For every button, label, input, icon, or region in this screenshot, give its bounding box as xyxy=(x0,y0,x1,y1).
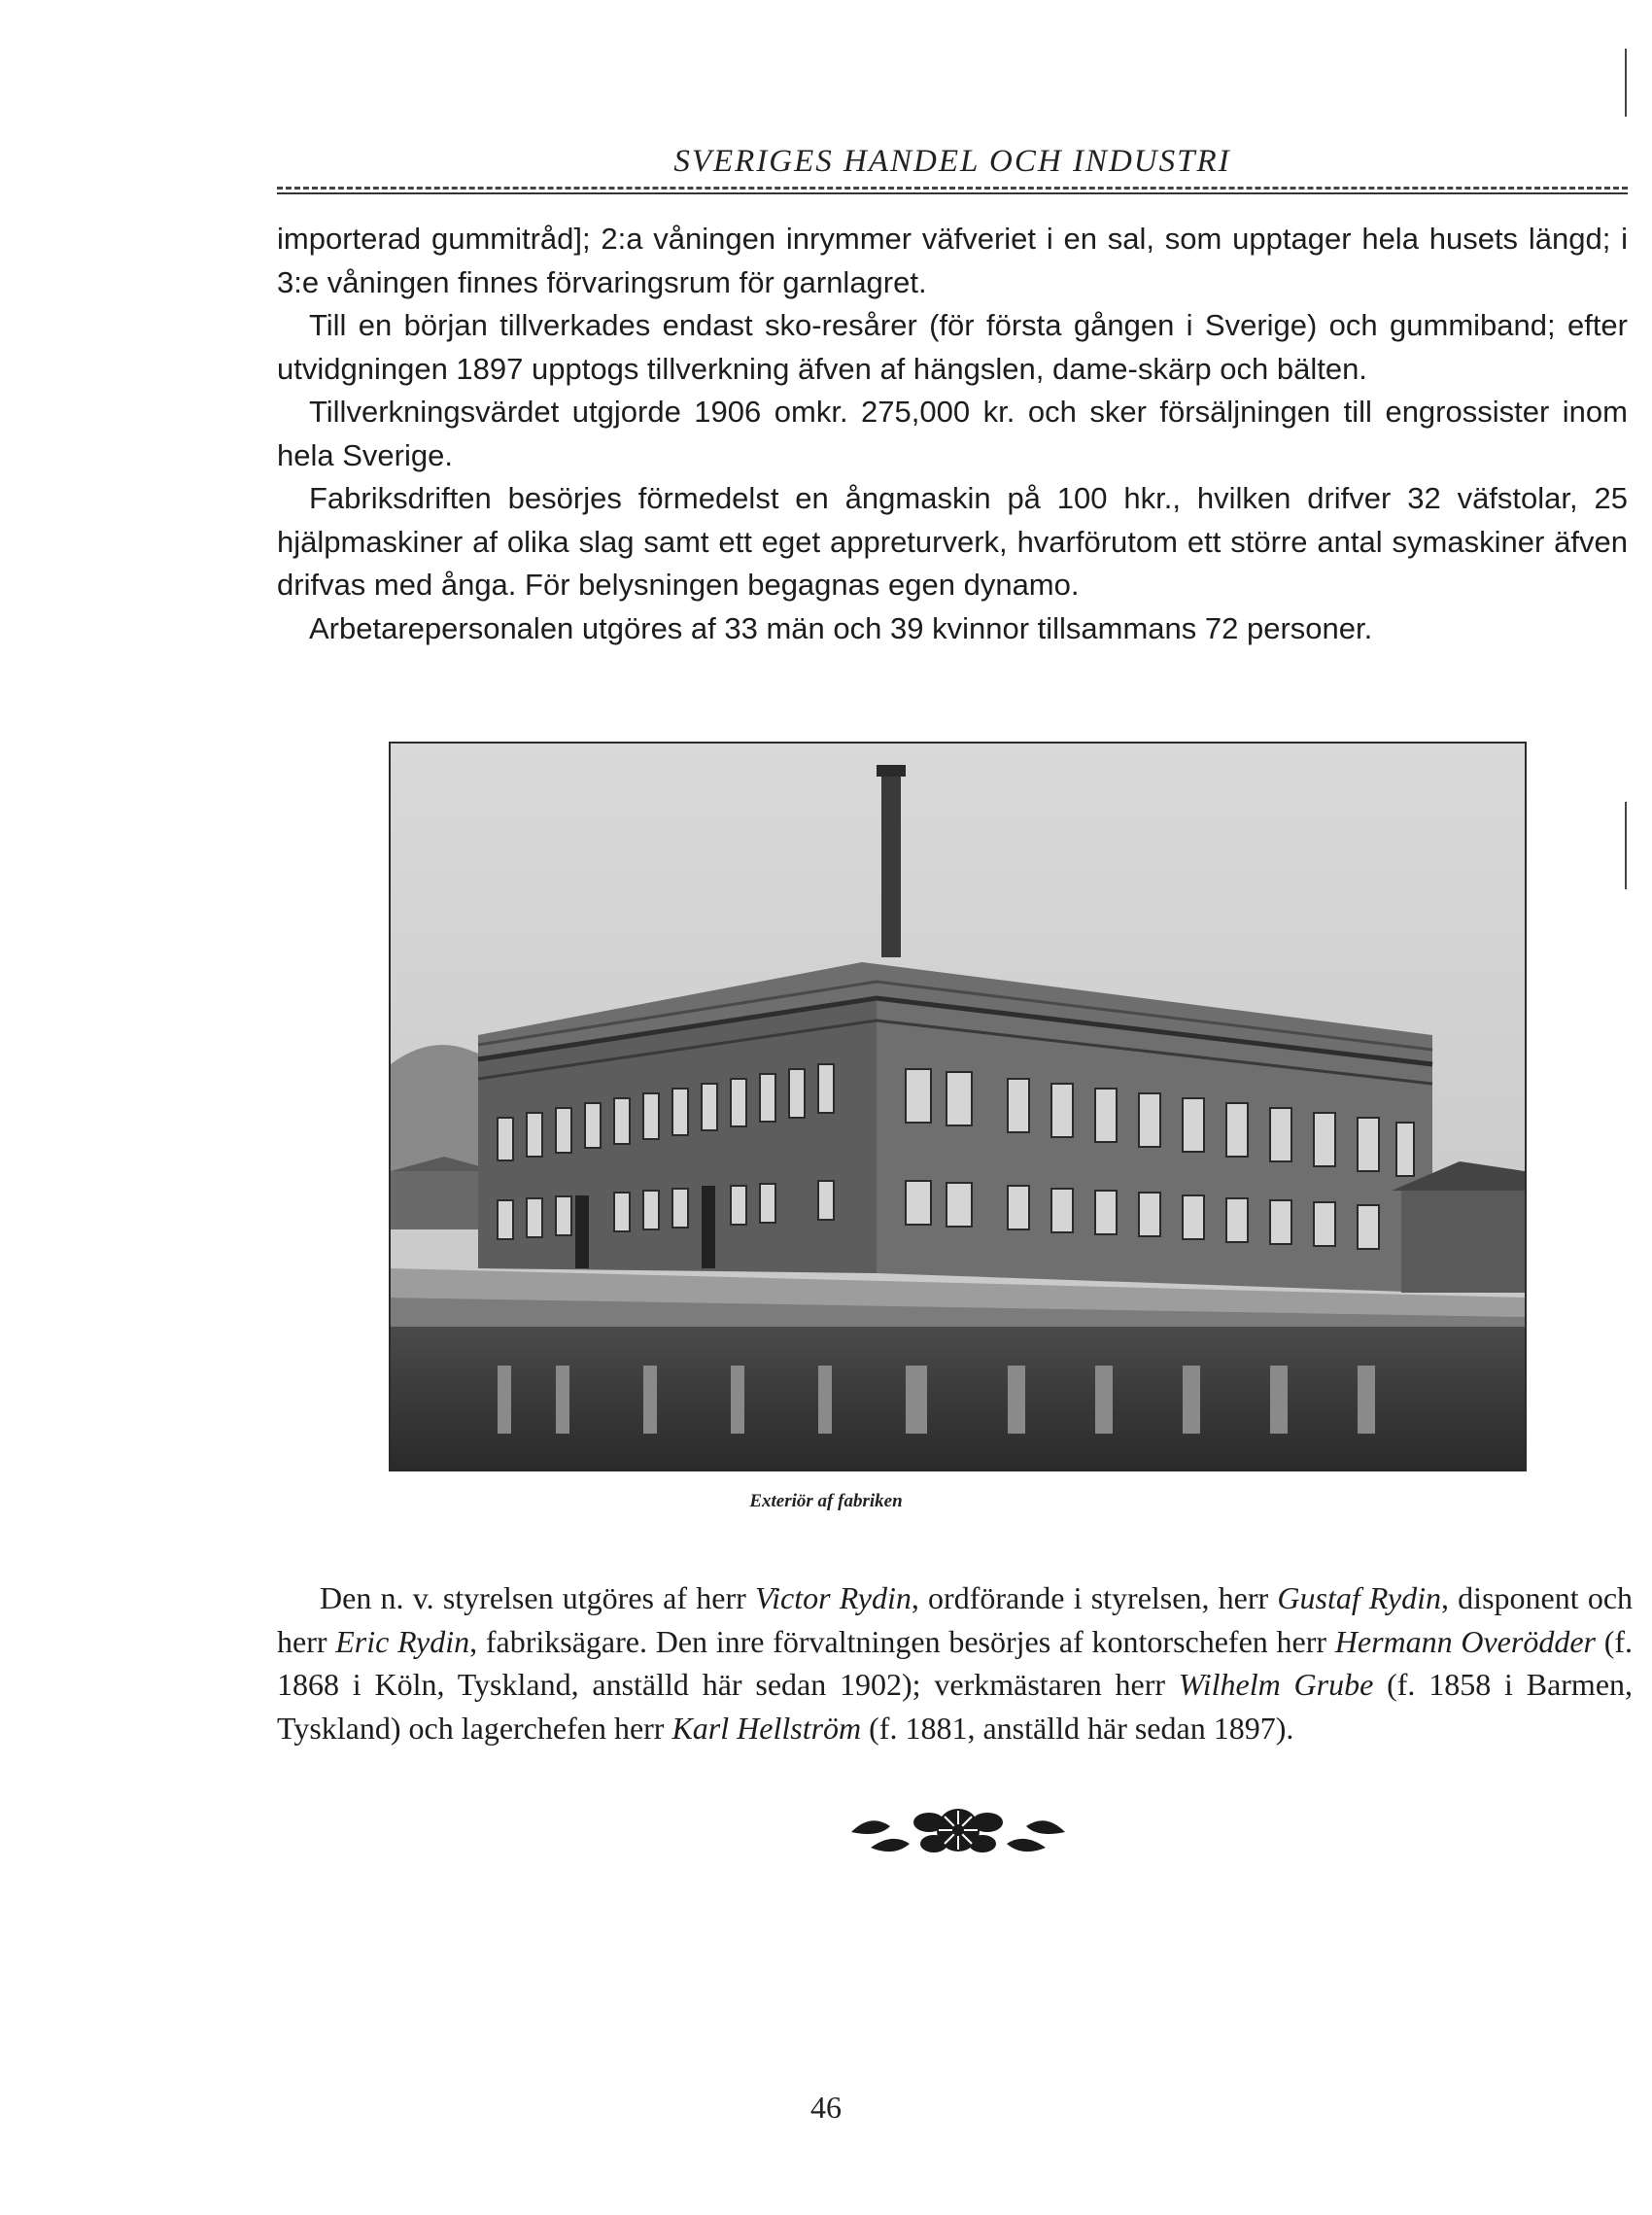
factory-illustration xyxy=(391,744,1525,1470)
paragraph-management xyxy=(277,1576,1633,1749)
header-title: SVERIGES HANDEL OCH INDUSTRI xyxy=(673,144,1231,179)
management-text-3: , disponent och herr xyxy=(277,1580,1634,1659)
management-text-4: , fabriksägare. Den inre förvaltningen besörjes af kontorschefen herr xyxy=(469,1623,1335,1659)
header-solid-rule xyxy=(277,192,1628,194)
management-text-6: (f. 1858 i Barmen, Tyskland) och lagerchefen herr xyxy=(277,1667,1634,1746)
factory-photo xyxy=(389,742,1527,1471)
scan-margin-line xyxy=(1625,802,1627,889)
page-number: 46 xyxy=(810,2090,842,2125)
photo-caption: Exteriör af fabriken xyxy=(749,1491,903,1511)
name-hermann-overodder: Hermann Overödder xyxy=(1334,1623,1596,1659)
name-eric-rydin: Eric Rydin xyxy=(335,1623,470,1659)
paragraph-machinery: Fabriksdriften besörjes förmedelst en ångmaskin på 100 hkr., hvilken drifver 32 väfstolar, 25 hjälpmaskiner af olika slag samt ett eget appreturverk, hvarförutom ett större antal symaskiner äfven drifvas med ånga. För belysningen begagnas egen dynamo. xyxy=(277,481,1628,602)
management-text-5: (f. 1868 i Köln, Tyskland, anställd här sedan 1902); verkmästaren herr xyxy=(277,1623,1634,1702)
paragraph-floors: importerad gummitråd]; 2:a våningen inrymmer väfveriet i en sal, som upptager hela husets längd; i 3:e våningen finnes förvaringsrum för garnlagret. xyxy=(277,222,1628,299)
management-text-2: , ordförande i styrelsen, herr xyxy=(911,1580,1278,1615)
upper-text xyxy=(277,218,1628,650)
scan-margin-line xyxy=(1625,49,1627,117)
lower-text xyxy=(277,1576,1633,1749)
name-gustaf-rydin: Gustaf Rydin xyxy=(1277,1580,1441,1615)
paragraph-sales: Tillverkningsvärdet utgjorde 1906 omkr. 275,000 kr. och sker försäljningen till engrossister inom hela Sverige. xyxy=(277,395,1628,472)
running-header xyxy=(277,136,1628,194)
floral-ornament-icon xyxy=(842,1793,1075,1863)
name-victor-rydin: Victor Rydin xyxy=(754,1580,912,1615)
paragraph-production: Till en början tillverkades endast sko-resårer (för första gången i Sverige) och gummiband; efter utvidgningen 1897 upptogs tillverkning äfven af hängslen, dame-skärp och bälten. xyxy=(277,308,1628,386)
management-text-7: (f. 1881, anställd här sedan 1897). xyxy=(861,1710,1294,1746)
header-dashed-rule xyxy=(277,187,1628,190)
name-wilhelm-grube: Wilhelm Grube xyxy=(1178,1667,1374,1702)
name-karl-hellstrom: Karl Hellström xyxy=(671,1710,862,1746)
management-text-1: Den n. v. styrelsen utgöres af herr xyxy=(320,1580,755,1615)
paragraph-workforce: Arbetarepersonalen utgöres af 33 män och 39 kvinnor tillsammans 72 personer. xyxy=(309,610,1373,645)
